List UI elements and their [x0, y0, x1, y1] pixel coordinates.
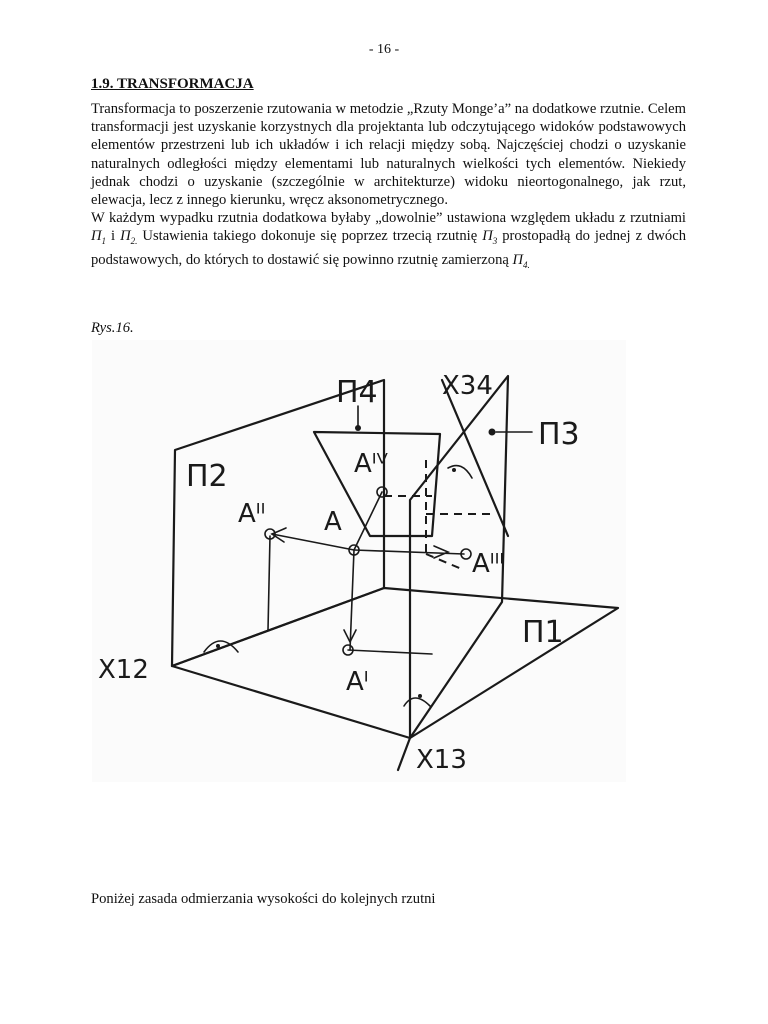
label-a: A	[324, 507, 342, 537]
label-pi2: П2	[186, 459, 228, 494]
label-a-ii: Aᴵᴵ	[238, 499, 266, 529]
label-x13: X13	[416, 745, 467, 775]
projector-a-a4	[354, 492, 382, 550]
hidden-edge-4	[426, 554, 464, 570]
right-angle-dot-x34	[452, 468, 456, 472]
label-a-iv: Aᴵⱽ	[354, 449, 388, 479]
page-number: - 16 -	[368, 42, 400, 57]
plane-pi2	[172, 380, 384, 666]
reference-a1	[348, 650, 432, 654]
projection-sketch	[92, 340, 626, 782]
label-a-iii: Aᴵᴵᴵ	[472, 549, 505, 579]
footer-text: Poniżej zasada odmierzania wysokości do kolejnych rzutni	[91, 891, 436, 907]
arrow-head-a3	[434, 546, 448, 558]
right-angle-x34	[448, 466, 472, 478]
right-angle-x13	[404, 698, 430, 706]
reference-a2-x12	[268, 536, 270, 630]
label-pi1: П1	[522, 615, 564, 650]
axis-x13	[398, 738, 410, 770]
axis-x34	[442, 380, 508, 536]
right-angle-dot-x13	[418, 694, 422, 698]
label-pi4: П4	[336, 375, 378, 410]
label-pi3: П3	[538, 417, 580, 452]
marker-pi3	[489, 429, 496, 436]
paragraph-1: Transformacja to poszerzenie rzutowania w metodzie „Rzuty Monge’a” na dodatkowe rzutnie. Celem transformacji jest uzyskanie korzystnych dla projektanta lub odczytującego widoków podstawowych elementów przestrzeni lub ich układów i ich relacji między sobą. Najczęściej chodzi o uzyskanie naturalnych odległości między elementami lub naturalnych wielkości tych elementów. Niekiedy jednak chodzi o uzyskanie (szczególnie w architekturze) widoku nieortogonalnego, jak rzut, elewacja, lecz z innego kierunku, wręcz aksonometrycznego.	[91, 101, 686, 209]
paragraph-2: W każdym wypadku rzutnia dodatkowa byłaby „dowolnie” ustawiona względem układu z rzutniami $П_1$ i $П_{2.}$ Ustawienia takiego dokonuje się poprzez trzecią rzutnię $П_3$ prostopadłą do jednej z dwóch podstawowych, do których to dostawić się powinno rzutnię zamierzoną $П_{4.}$	[91, 210, 686, 270]
right-angle-dot-x12	[216, 644, 220, 648]
section-heading: 1.9. TRANSFORMACJA	[91, 76, 254, 92]
plane-pi1	[172, 588, 618, 738]
label-x12: X12	[98, 655, 149, 685]
figure-caption: Rys.16.	[91, 320, 134, 336]
label-a-i: Aᴵ	[346, 667, 369, 697]
label-x34: X34	[442, 371, 493, 401]
body-text	[91, 100, 686, 274]
